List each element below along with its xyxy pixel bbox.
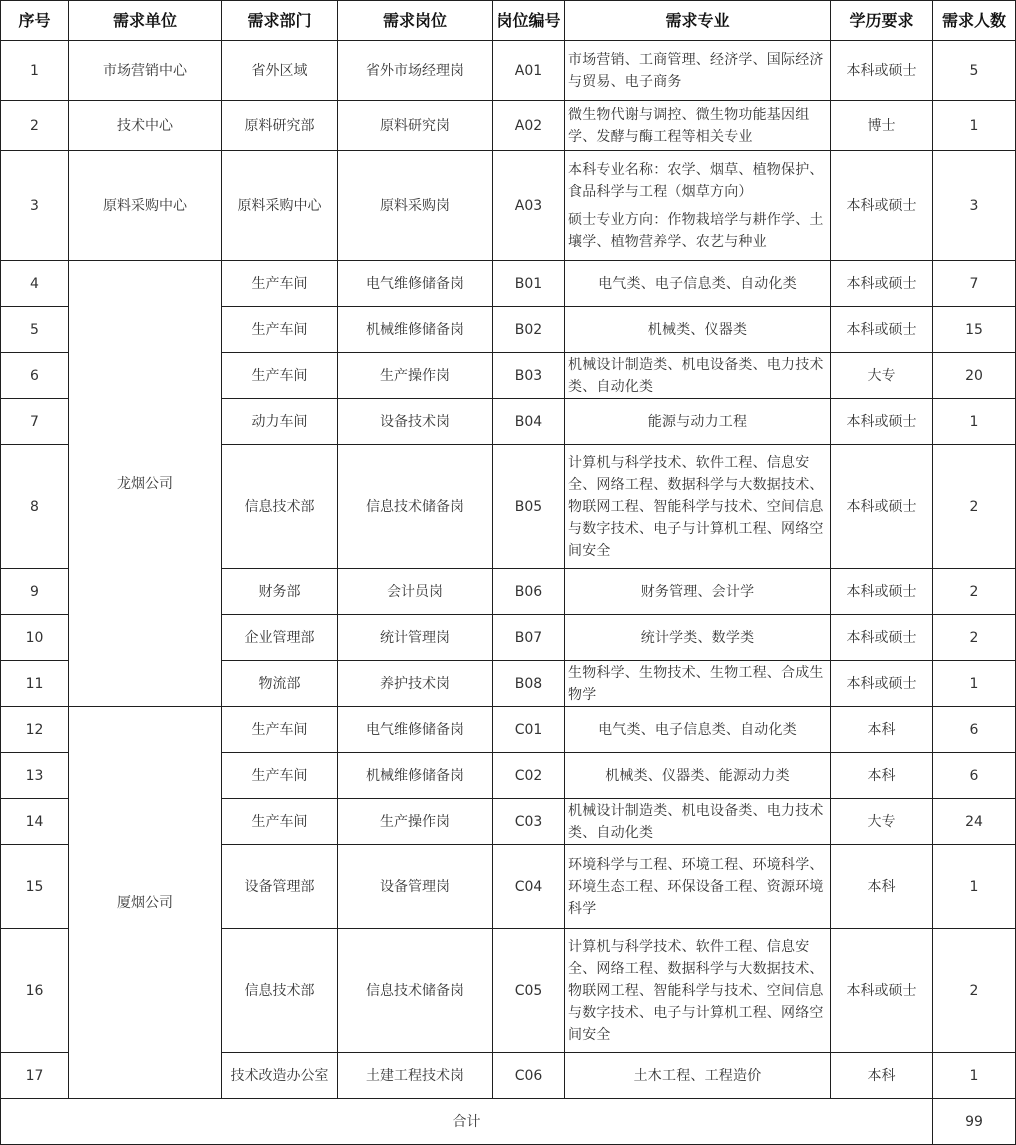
cell-dept: 生产车间: [222, 753, 338, 799]
header-cell-dept: 需求部门: [222, 1, 338, 41]
cell-no: 7: [1, 399, 69, 445]
cell-edu: 本科: [831, 845, 933, 929]
cell-edu: 本科或硕士: [831, 399, 933, 445]
total-value: 99: [933, 1099, 1016, 1145]
cell-code: B05: [493, 445, 565, 569]
cell-count: 1: [933, 845, 1016, 929]
cell-post: 生产操作岗: [338, 353, 493, 399]
cell-dept: 生产车间: [222, 261, 338, 307]
cell-edu: 本科或硕士: [831, 569, 933, 615]
cell-code: B03: [493, 353, 565, 399]
cell-edu: 博士: [831, 101, 933, 151]
cell-no: 1: [1, 41, 69, 101]
cell-count: 1: [933, 661, 1016, 707]
cell-edu: 本科或硕士: [831, 615, 933, 661]
header-cell-code: 岗位编号: [493, 1, 565, 41]
cell-edu: 本科或硕士: [831, 929, 933, 1053]
cell-count: 2: [933, 569, 1016, 615]
cell-dept: 生产车间: [222, 353, 338, 399]
cell-edu: 本科: [831, 1053, 933, 1099]
cell-code: C02: [493, 753, 565, 799]
cell-major: 土木工程、工程造价: [565, 1053, 831, 1099]
cell-no: 5: [1, 307, 69, 353]
header-cell-edu: 学历要求: [831, 1, 933, 41]
table-row: [1, 151, 1016, 261]
cell-no: 4: [1, 261, 69, 307]
header-cell-no: 序号: [1, 1, 69, 41]
cell-code: C05: [493, 929, 565, 1053]
cell-code: A03: [493, 151, 565, 261]
cell-dept: 物流部: [222, 661, 338, 707]
header-row: [1, 1, 1016, 41]
cell-major: 计算机与科学技术、软件工程、信息安全、网络工程、数据科学与大数据技术、物联网工程、智能科学与技术、空间信息与数字技术、电子与计算机工程、网络空间安全: [565, 929, 831, 1053]
cell-post: 土建工程技术岗: [338, 1053, 493, 1099]
cell-dept: 生产车间: [222, 799, 338, 845]
cell-post: 原料研究岗: [338, 101, 493, 151]
cell-dept: 技术改造办公室: [222, 1053, 338, 1099]
cell-no: 6: [1, 353, 69, 399]
cell-no: 11: [1, 661, 69, 707]
cell-dept: 动力车间: [222, 399, 338, 445]
cell-unit: 市场营销中心: [69, 41, 222, 101]
cell-dept: 原料研究部: [222, 101, 338, 151]
cell-count: 20: [933, 353, 1016, 399]
cell-major: 计算机与科学技术、软件工程、信息安全、网络工程、数据科学与大数据技术、物联网工程、智能科学与技术、空间信息与数字技术、电子与计算机工程、网络空间安全: [565, 445, 831, 569]
cell-count: 7: [933, 261, 1016, 307]
cell-count: 5: [933, 41, 1016, 101]
cell-unit-longyan: 龙烟公司: [69, 261, 222, 707]
cell-major: 财务管理、会计学: [565, 569, 831, 615]
cell-post: 机械维修储备岗: [338, 307, 493, 353]
cell-edu: 大专: [831, 799, 933, 845]
cell-major: 机械类、仪器类: [565, 307, 831, 353]
cell-major: 生物科学、生物技术、生物工程、合成生物学: [565, 661, 831, 707]
cell-code: C01: [493, 707, 565, 753]
cell-post: 省外市场经理岗: [338, 41, 493, 101]
major-undergrad-text: 本科专业名称：农学、烟草、植物保护、食品科学与工程（烟草方向）: [568, 161, 824, 200]
cell-count: 1: [933, 399, 1016, 445]
cell-post: 生产操作岗: [338, 799, 493, 845]
table-row: [1, 707, 1016, 753]
cell-no: 2: [1, 101, 69, 151]
cell-unit: 原料采购中心: [69, 151, 222, 261]
cell-major: 机械类、仪器类、能源动力类: [565, 753, 831, 799]
cell-edu: 本科或硕士: [831, 307, 933, 353]
cell-major: 能源与动力工程: [565, 399, 831, 445]
cell-edu: 本科: [831, 753, 933, 799]
cell-code: A01: [493, 41, 565, 101]
cell-post: 信息技术储备岗: [338, 445, 493, 569]
cell-edu: 本科或硕士: [831, 661, 933, 707]
cell-major: 市场营销、工商管理、经济学、国际经济与贸易、电子商务: [565, 41, 831, 101]
cell-major: [565, 151, 831, 261]
cell-post: 统计管理岗: [338, 615, 493, 661]
cell-code: B04: [493, 399, 565, 445]
cell-count: 2: [933, 615, 1016, 661]
total-label: 合计: [1, 1099, 933, 1145]
cell-dept: 财务部: [222, 569, 338, 615]
cell-dept: 原料采购中心: [222, 151, 338, 261]
cell-code: A02: [493, 101, 565, 151]
cell-edu: 本科或硕士: [831, 445, 933, 569]
cell-edu: 本科或硕士: [831, 151, 933, 261]
cell-code: C04: [493, 845, 565, 929]
cell-code: B02: [493, 307, 565, 353]
cell-no: 3: [1, 151, 69, 261]
cell-dept: 生产车间: [222, 707, 338, 753]
cell-edu: 本科或硕士: [831, 261, 933, 307]
cell-count: 6: [933, 707, 1016, 753]
cell-major: 环境科学与工程、环境工程、环境科学、环境生态工程、环保设备工程、资源环境科学: [565, 845, 831, 929]
cell-no: 13: [1, 753, 69, 799]
cell-edu: 大专: [831, 353, 933, 399]
cell-count: 15: [933, 307, 1016, 353]
cell-dept: 省外区域: [222, 41, 338, 101]
cell-dept: 信息技术部: [222, 929, 338, 1053]
cell-code: B07: [493, 615, 565, 661]
cell-count: 2: [933, 929, 1016, 1053]
cell-post: 机械维修储备岗: [338, 753, 493, 799]
cell-post: 养护技术岗: [338, 661, 493, 707]
cell-count: 1: [933, 101, 1016, 151]
total-row: [1, 1099, 1016, 1145]
cell-dept: 生产车间: [222, 307, 338, 353]
cell-dept: 信息技术部: [222, 445, 338, 569]
table-row: [1, 261, 1016, 307]
cell-code: B01: [493, 261, 565, 307]
cell-code: C06: [493, 1053, 565, 1099]
cell-edu: 本科或硕士: [831, 41, 933, 101]
cell-no: 14: [1, 799, 69, 845]
header-cell-unit: 需求单位: [69, 1, 222, 41]
cell-no: 10: [1, 615, 69, 661]
cell-no: 17: [1, 1053, 69, 1099]
cell-major: 电气类、电子信息类、自动化类: [565, 707, 831, 753]
cell-no: 12: [1, 707, 69, 753]
cell-no: 16: [1, 929, 69, 1053]
cell-major: 机械设计制造类、机电设备类、电力技术类、自动化类: [565, 799, 831, 845]
cell-code: B08: [493, 661, 565, 707]
cell-post: 设备管理岗: [338, 845, 493, 929]
cell-post: 电气维修储备岗: [338, 707, 493, 753]
cell-post: 设备技术岗: [338, 399, 493, 445]
cell-dept: 企业管理部: [222, 615, 338, 661]
cell-unit: 技术中心: [69, 101, 222, 151]
header-cell-count: 需求人数: [933, 1, 1016, 41]
cell-code: C03: [493, 799, 565, 845]
cell-code: B06: [493, 569, 565, 615]
cell-post: 信息技术储备岗: [338, 929, 493, 1053]
cell-post: 电气维修储备岗: [338, 261, 493, 307]
cell-post: 会计员岗: [338, 569, 493, 615]
cell-count: 1: [933, 1053, 1016, 1099]
cell-count: 24: [933, 799, 1016, 845]
cell-unit-xiamen: 厦烟公司: [69, 707, 222, 1099]
cell-major: 电气类、电子信息类、自动化类: [565, 261, 831, 307]
cell-dept: 设备管理部: [222, 845, 338, 929]
cell-edu: 本科: [831, 707, 933, 753]
cell-major: 机械设计制造类、机电设备类、电力技术类、自动化类: [565, 353, 831, 399]
cell-no: 15: [1, 845, 69, 929]
cell-no: 9: [1, 569, 69, 615]
cell-post: 原料采购岗: [338, 151, 493, 261]
cell-no: 8: [1, 445, 69, 569]
header-cell-major: 需求专业: [565, 1, 831, 41]
table-row: [1, 101, 1016, 151]
cell-count: 6: [933, 753, 1016, 799]
table-row: [1, 41, 1016, 101]
header-cell-post: 需求岗位: [338, 1, 493, 41]
cell-count: 3: [933, 151, 1016, 261]
cell-count: 2: [933, 445, 1016, 569]
major-master-text: 硕士专业方向：作物栽培学与耕作学、土壤学、植物营养学、农艺与种业: [568, 211, 824, 250]
cell-major: 统计学类、数学类: [565, 615, 831, 661]
cell-major: 微生物代谢与调控、微生物功能基因组学、发酵与酶工程等相关专业: [565, 101, 831, 151]
